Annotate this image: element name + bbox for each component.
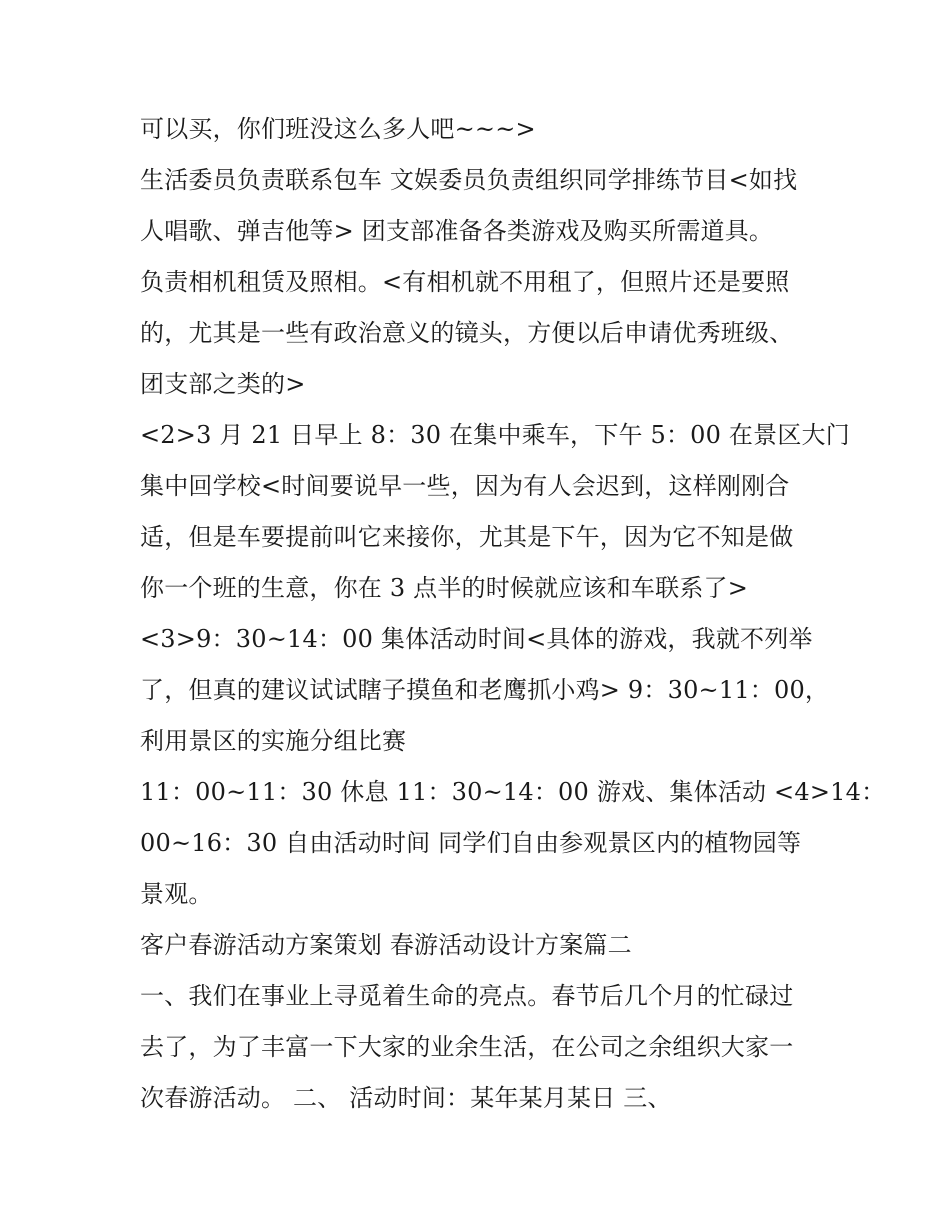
text-line: 适，但是车要提前叫它来接你，尤其是下午，因为它不知是做 [140, 523, 794, 551]
text-line: 去了，为了丰富一下大家的业余生活，在公司之余组织大家一 [140, 1033, 794, 1061]
text-line: 次春游活动。 二、 活动时间：某年某月某日 三、 [140, 1084, 672, 1112]
text-line: 可以买，你们班没这么多人吧~~~> [140, 115, 536, 143]
text-line: 你一个班的生意，你在 3 点半的时候就应该和车联系了> [140, 574, 749, 602]
text-line: 团支部之类的> [140, 370, 306, 398]
text-line: 利用景区的实施分组比赛 [140, 727, 407, 755]
text-line: <2>3 月 21 日早上 8：30 在集中乘车，下午 5：00 在景区大门 [140, 421, 850, 449]
text-line: <3>9：30~14：00 集体活动时间<具体的游戏，我就不列举 [140, 625, 813, 653]
text-line: 一、我们在事业上寻觅着生命的亮点。春节后几个月的忙碌过 [140, 982, 794, 1010]
text-line: 景观。 [140, 880, 213, 908]
text-line: 的，尤其是一些有政治意义的镜头，方便以后申请优秀班级、 [140, 319, 794, 347]
text-line: 人唱歌、弹吉他等> 团支部准备各类游戏及购买所需道具。 [140, 217, 774, 245]
text-line: 00~16：30 自由活动时间 同学们自由参观景区内的植物园等 [140, 829, 802, 857]
section-heading: 客户春游活动方案策划 春游活动设计方案篇二 [140, 931, 632, 959]
text-line: 集中回学校<时间要说早一些，因为有人会迟到，这样刚刚合 [140, 472, 790, 500]
text-line: 负责相机租赁及照相。<有相机就不用租了，但照片还是要照 [140, 268, 790, 296]
text-line: 生活委员负责联系包车 文娱委员负责组织同学排练节目<如找 [140, 166, 798, 194]
text-line: 了，但真的建议试试瞎子摸鱼和老鹰抓小鸡> 9：30~11：00， [140, 676, 830, 704]
text-line: 11：00~11：30 休息 11：30~14：00 游戏、集体活动 <4>14： [140, 778, 886, 806]
